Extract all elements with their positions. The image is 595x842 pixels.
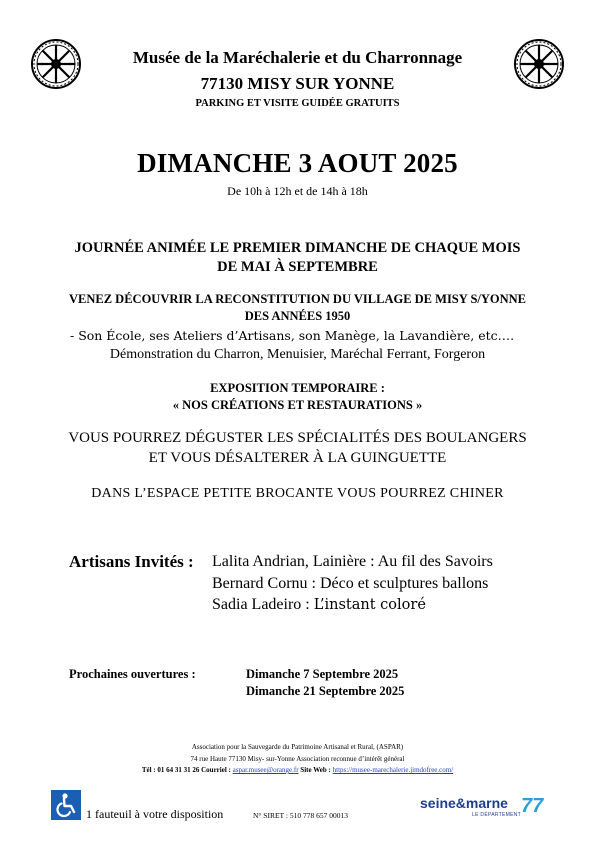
event-date: DIMANCHE 3 AOUT 2025 (137, 148, 458, 178)
next-openings-label: Prochaines ouvertures : (69, 667, 196, 681)
sponsor-name: seine&marne (420, 795, 508, 811)
artisan-name: Lalita Andrian, Lainière : (212, 553, 378, 570)
siret-number: N° SIRET : 510 778 657 00013 (253, 811, 348, 820)
footer-email-link[interactable]: aspar.musee@orange.fr (232, 766, 299, 774)
artisan-desc: Au fil des Savoirs (377, 553, 493, 570)
footer-courriel-label: Courriel : (201, 766, 231, 774)
footer-contact (0, 766, 595, 774)
footer-site-label: Site Web : (300, 766, 331, 774)
exposition-subtitle: « NOS CRÉATIONS ET RESTAURATIONS » (172, 398, 423, 412)
artisan-desc: L’instant coloré (313, 597, 426, 613)
degustation-line-1: VOUS POURREZ DÉGUSTER LES SPÉCIALITÉS DES BOULANGERS (68, 430, 527, 446)
museum-title: Musée de la Maréchalerie et du Charronnage (132, 48, 463, 67)
next-opening-date: Dimanche 21 Septembre 2025 (246, 684, 405, 698)
footer-address: 74 rue Haute 77130 Misy- sur-Yonne Association reconnue d’intérêt général (190, 755, 405, 763)
journee-line-2: DE MAI À SEPTEMBRE (217, 259, 378, 275)
footer-website-link[interactable]: https://musee-marechalerie.jimdofree.com/ (332, 766, 454, 774)
artisan-item (212, 596, 426, 614)
museum-address: 77130 MISY SUR YONNE (200, 74, 395, 93)
artisan-name: Bernard Cornu : (212, 575, 320, 592)
wheelchair-note: 1 fauteuil à votre disposition (86, 807, 224, 821)
journee-line-1: JOURNÉE ANIMÉE LE PREMIER DIMANCHE DE CHAQUE MOIS (74, 240, 521, 256)
event-hours: De 10h à 12h et de 14h à 18h (227, 184, 368, 198)
village-line-4: Démonstration du Charron, Menuisier, Maréchal Ferrant, Forgeron (109, 347, 486, 362)
next-opening-date: Dimanche 7 Septembre 2025 (246, 667, 399, 681)
brocante-line: DANS L’ESPACE PETITE BROCANTE VOUS POURREZ CHINER (91, 486, 504, 501)
footer-association: Association pour la Sauvegarde du Patrimoine Artisanal et Rural, (ASPAR) (191, 743, 404, 751)
footer-tel: Tél : 01 64 31 31 26 (141, 766, 200, 774)
degustation-line-2: ET VOUS DÉSALTERER À LA GUINGUETTE (148, 450, 447, 466)
village-line-3: - Son École, ses Ateliers d’Artisans, son Manège, la Lavandière, etc…. (70, 328, 515, 343)
artisan-desc: Déco et sculptures ballons (319, 575, 489, 592)
village-line-2: DES ANNÉES 1950 (244, 309, 351, 323)
artisans-label: Artisans Invités : (69, 552, 194, 571)
sponsor-subtitle: LE DÉPARTEMENT (472, 812, 522, 818)
wheelchair-icon (51, 790, 81, 820)
seine-et-marne-logo (420, 795, 546, 823)
exposition-title: EXPOSITION TEMPORAIRE : (210, 381, 385, 395)
village-line-1: VENEZ DÉCOUVRIR LA RECONSTITUTION DU VILLAGE DE MISY S/YONNE (68, 292, 527, 306)
sponsor-number: 77 (521, 795, 544, 817)
artisan-name: Sadia Ladeiro : (212, 596, 314, 613)
artisan-item (212, 575, 488, 593)
artisan-item (212, 553, 493, 571)
header-subtitle: PARKING ET VISITE GUIDÉE GRATUITS (195, 98, 400, 109)
